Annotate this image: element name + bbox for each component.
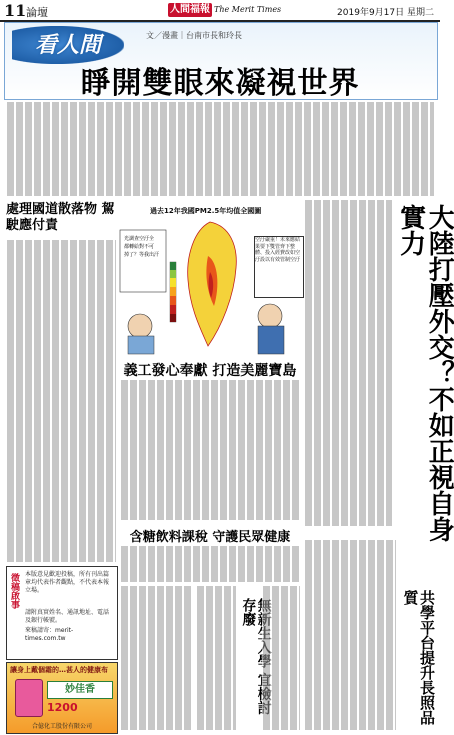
upper-article-body — [6, 102, 434, 196]
newspaper-logo: 人間福報 — [170, 4, 210, 15]
speech-bubble-right: 空汙嚴重！未來應結果要下雙管齊下整體、投入經費改如空汙設以有效管制空汙 — [254, 236, 304, 298]
notice-box — [6, 566, 118, 660]
right-article-body — [304, 200, 392, 526]
column-byline: 文／漫畫｜台南市長和玲長 — [146, 31, 242, 40]
ad-product-name: 妙佳香 — [47, 681, 113, 699]
main-headline: 睜開雙眼來凝視世界 — [80, 66, 360, 101]
right-vertical-headline: 大陸打壓外交？不如正視自身實力 — [395, 204, 454, 542]
left-article-headline: 處理國道散落物 駕駛應付責 — [6, 202, 115, 234]
notice-line-3: 來稿請寄：merit-times.com.tw — [25, 627, 74, 643]
map-title: 過去12年我國PM2.5年均值全國圖 — [150, 207, 262, 215]
center-article-body — [120, 380, 300, 520]
svg-text:掉了？等我出汗: 掉了？等我出汗 — [124, 252, 160, 258]
ad-headline: 讓身上戴個霜的…甚人的健康布 — [10, 666, 108, 674]
center-article-title: 義工發心奉獻 打造美麗寶島 — [123, 363, 297, 379]
lower-left-body — [120, 586, 192, 730]
column-logo: 看人間 — [12, 26, 124, 64]
lower-right-body — [304, 540, 396, 730]
center-lower-body — [120, 546, 300, 582]
newspaper-name-en: The Merit Times — [214, 5, 282, 14]
lower-mid-body-right — [262, 586, 300, 730]
notice-label: 徵稿啟事 — [9, 573, 19, 609]
notice-line-2: 請附真實姓名、通訊地址、電話及銀行帳號。 — [25, 609, 110, 625]
lower-right-vertical-headline: 共學平台提升長照品質 — [401, 590, 436, 725]
lower-mid-body-left — [196, 586, 236, 730]
advertisement[interactable] — [6, 662, 118, 734]
ad-company: 合億化工股份有限公司 — [31, 723, 92, 730]
svg-text:光調查空汙全: 光調查空汙全 — [124, 236, 155, 242]
issue-date: 2019年9月17日 星期二 — [337, 8, 434, 18]
product-bottle-image — [15, 679, 43, 717]
page-number: 11 — [4, 1, 27, 20]
section-name: 論壇 — [26, 6, 48, 19]
center-lower-title: 含糖飲料課稅 守護民眾健康 — [129, 530, 291, 545]
ad-price: 1200 — [47, 701, 78, 714]
notice-line-1: 本版意見歡迎投稿，所有刊出篇章均代表作者觀點，不代表本報立場。 — [25, 571, 110, 595]
left-article-body — [6, 240, 116, 562]
lower-mid-vertical-headline: 存廢 — [240, 598, 257, 626]
svg-text:都轉給對不可: 都轉給對不可 — [124, 244, 155, 250]
